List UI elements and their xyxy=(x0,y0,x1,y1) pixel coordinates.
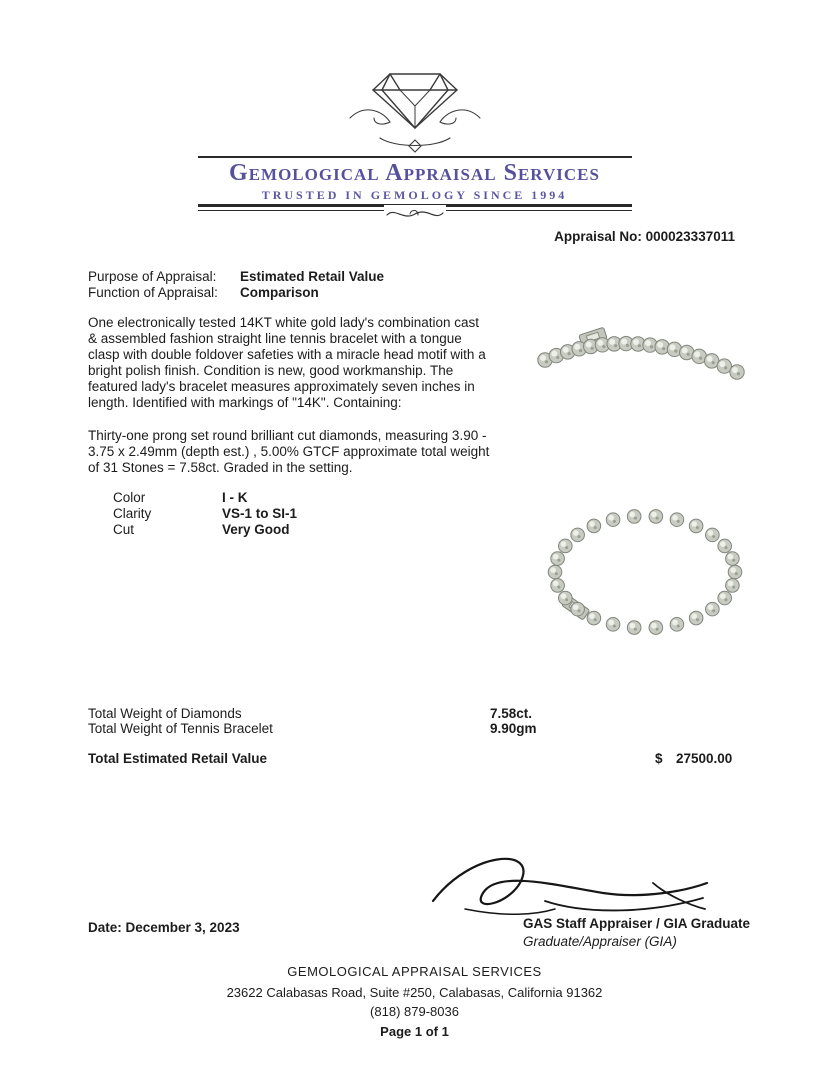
header-rule-top xyxy=(198,156,632,158)
scroll-ornament-icon xyxy=(384,205,446,223)
appraiser-title: GAS Staff Appraiser / GIA Graduate xyxy=(523,916,751,931)
bracelet-photo-bottom xyxy=(538,498,752,650)
total-diamonds-value: 7.58ct. xyxy=(490,706,533,721)
diamond-logo-icon xyxy=(330,66,500,158)
grading-label-clarity: Clarity xyxy=(113,506,152,521)
grading-label-cut: Cut xyxy=(113,522,135,537)
appraiser-subtitle: Graduate/Appraiser (GIA) xyxy=(523,934,677,949)
grading-label-color: Color xyxy=(113,490,146,505)
description-paragraph-2: Thirty-one prong set round brilliant cut diamonds, measuring 3.90 - 3.75 x 2.49mm (depth est.) , 5.00% GTCF approximate total weight of 31 Stones = 7.58ct. Graded in the setting. xyxy=(88,428,490,475)
description-paragraph-1: One electronically tested 14KT white gold lady's combination cast & assembled fashion straight line tennis bracelet with a tongue clasp with double foldover safeties with a miracle head motif with a bright polish finish. Condition is new, good workmanship. The featured lady's bracelet measures approximately seven inches in length. Identified with markings of "14K". Containing: xyxy=(88,315,486,410)
total-diamonds-label: Total Weight of Diamonds xyxy=(88,706,242,721)
appraisal-number: Appraisal No: 000023337011 xyxy=(554,229,735,244)
total-bracelet-weight-value: 9.90gm xyxy=(490,721,537,736)
retail-amount: 27500.00 xyxy=(676,751,733,766)
grading-value-cut: Very Good xyxy=(222,522,290,537)
purpose-value: Estimated Retail Value xyxy=(240,269,385,284)
appraiser-signature xyxy=(405,843,723,923)
retail-currency-symbol: $ xyxy=(655,751,663,766)
bracelet-photo-top xyxy=(535,310,747,406)
footer-phone: (818) 879-8036 xyxy=(370,1004,459,1019)
function-label: Function of Appraisal: xyxy=(88,285,218,300)
purpose-label: Purpose of Appraisal: xyxy=(88,269,217,284)
retail-value-label: Total Estimated Retail Value xyxy=(88,751,268,766)
company-tagline: TRUSTED IN GEMOLOGY SINCE 1994 xyxy=(261,188,568,202)
grading-value-clarity: VS-1 to SI-1 xyxy=(222,506,298,521)
function-value: Comparison xyxy=(240,285,319,300)
footer-company: GEMOLOGICAL APPRAISAL SERVICES xyxy=(287,964,542,979)
footer-page-number: Page 1 of 1 xyxy=(380,1024,449,1039)
grading-value-color: I - K xyxy=(222,490,248,505)
appraisal-date: Date: December 3, 2023 xyxy=(88,920,240,935)
company-name: Gemological Appraisal Services xyxy=(229,160,600,186)
total-bracelet-weight-label: Total Weight of Tennis Bracelet xyxy=(88,721,273,736)
footer-address: 23622 Calabasas Road, Suite #250, Calabasas, California 91362 xyxy=(226,985,603,1000)
